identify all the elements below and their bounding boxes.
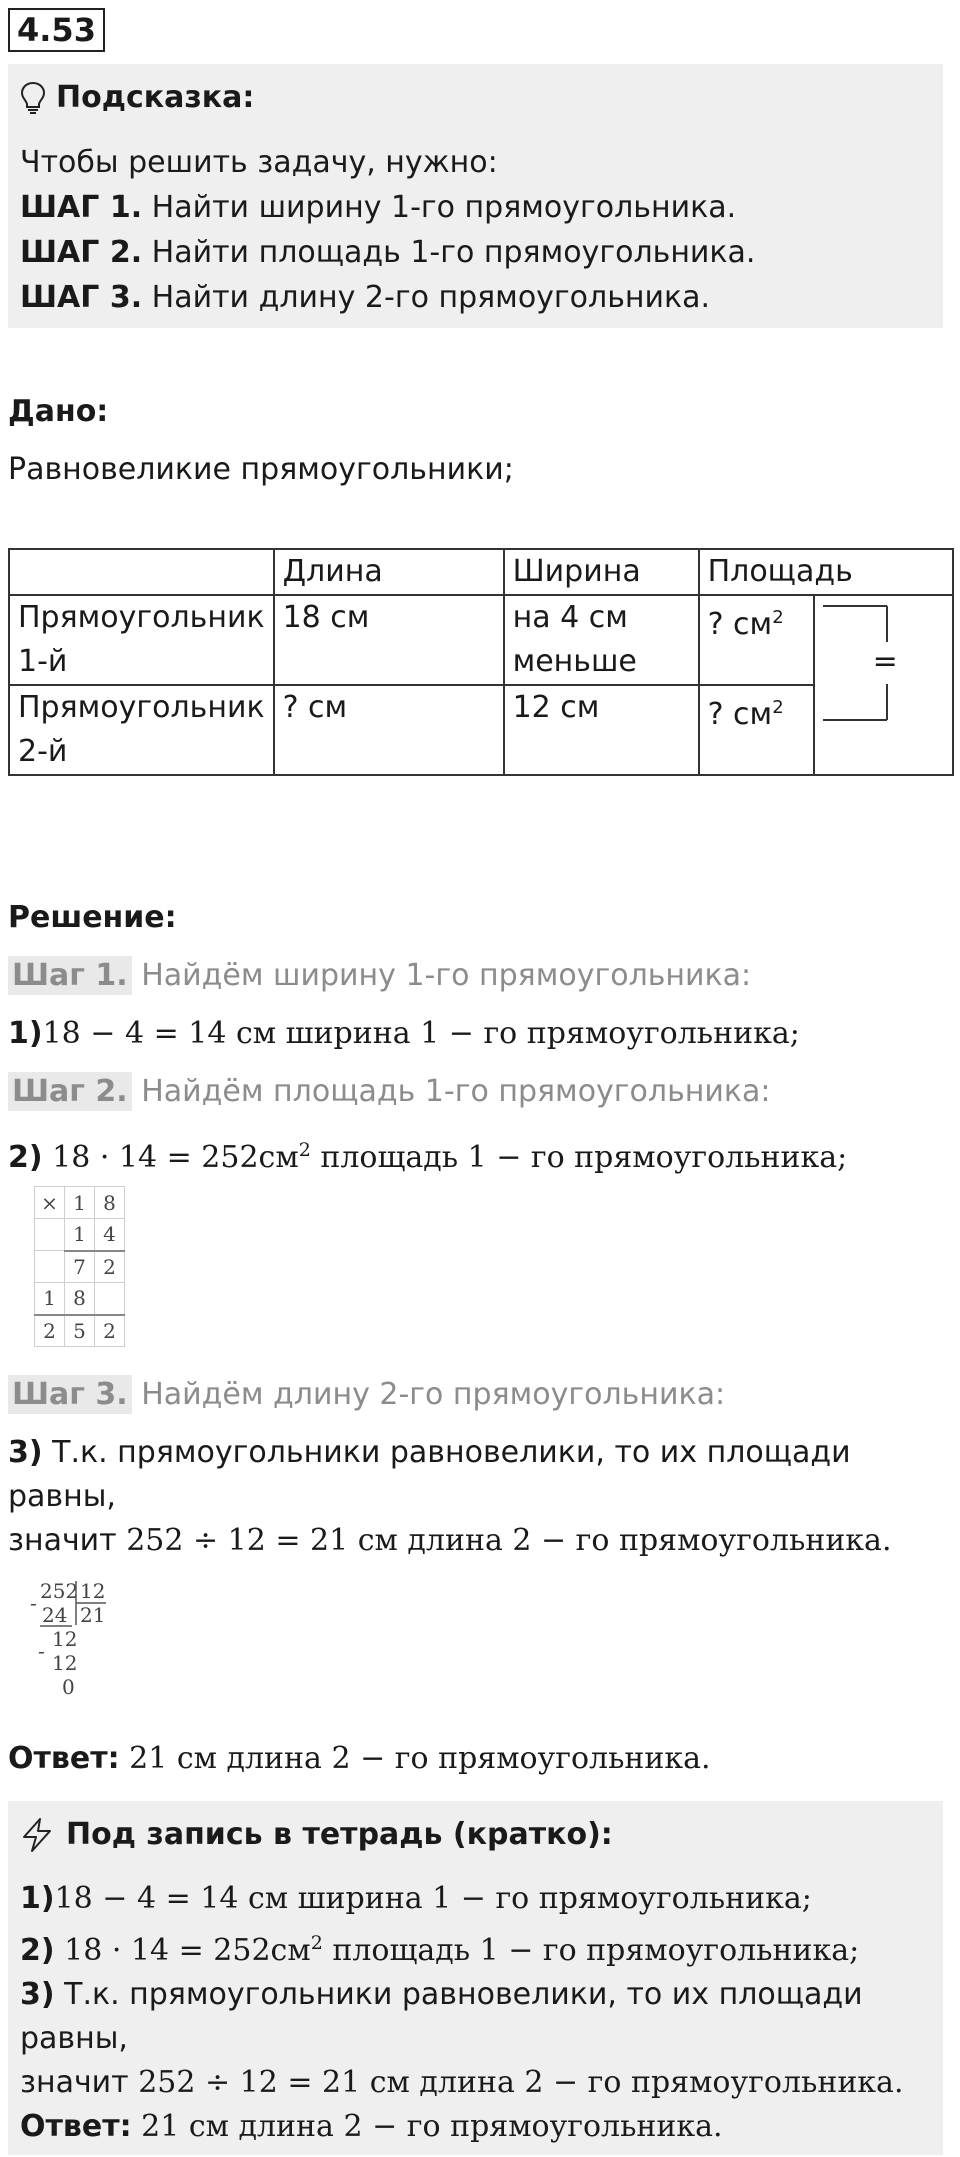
solution-line-2	[8, 1128, 952, 1180]
math-expression: 18 · 14 = 252см	[42, 1140, 299, 1175]
solution-title: Решение:	[8, 900, 177, 935]
hint-title: Подсказка:	[56, 80, 255, 115]
multiplication-column	[34, 1186, 125, 1347]
mult-cell	[95, 1283, 125, 1315]
mult-cell: 2	[95, 1315, 125, 1347]
notebook-title-row	[20, 1807, 931, 1863]
mult-cell	[35, 1251, 65, 1283]
step-tag: Шаг 1.	[8, 956, 132, 995]
mult-cell: 8	[65, 1283, 95, 1315]
table-row	[9, 595, 953, 685]
notebook-line-3	[20, 1973, 931, 2061]
mult-cell: 4	[95, 1219, 125, 1251]
lightbulb-icon	[20, 81, 46, 115]
step-heading-text: Найдём длину 2-го прямоугольника:	[131, 1377, 726, 1412]
notebook-panel	[8, 1801, 943, 2155]
table-header-cell: Ширина	[504, 549, 699, 595]
step-tag: Шаг 2.	[8, 1072, 132, 1111]
hint-step-3	[20, 275, 931, 320]
dividend: 252	[40, 1579, 79, 1603]
notebook-line-4	[20, 2061, 931, 2105]
table-cell: 12 см	[504, 685, 699, 775]
hint-title-row	[20, 68, 931, 128]
line-text: значит	[8, 1523, 127, 1558]
answer-text: 21 см длина 2 − го прямоугольника.	[131, 2109, 723, 2144]
area-text: ? см	[707, 607, 773, 642]
notebook-line-1	[20, 1877, 931, 1921]
mult-cell: 1	[65, 1219, 95, 1251]
math-sup: 2	[298, 1139, 311, 1161]
area-sup: 2	[772, 697, 784, 718]
line-number: 1)	[8, 1016, 43, 1051]
given-text: Равновеликие прямоугольники;	[8, 452, 514, 487]
minus-sign: -	[38, 1639, 45, 1663]
equal-brace-cell	[814, 595, 953, 775]
math-expression: 18 − 4 = 14 см ширина 1 − го прямоугольника;	[54, 1881, 812, 1916]
row-name-suffix: 2-й	[18, 734, 68, 769]
line-number: 2)	[20, 1933, 55, 1968]
given-table	[8, 548, 954, 776]
table-cell	[504, 595, 699, 685]
width-text: на 4 см	[512, 600, 628, 635]
mult-cell: 8	[95, 1187, 125, 1219]
mult-cell: 2	[95, 1251, 125, 1283]
notebook-answer	[20, 2105, 931, 2149]
solution-step-2-heading	[8, 1070, 952, 1114]
problem-number	[8, 8, 952, 54]
hint-intro: Чтобы решить задачу, нужно:	[20, 145, 498, 180]
given-title: Дано:	[8, 394, 109, 429]
line-number: 2)	[8, 1140, 43, 1175]
table-header-cell	[9, 549, 274, 595]
mult-cell: 1	[35, 1283, 65, 1315]
math-expression: 252 ÷ 12 = 21 см длина 2 − го прямоугольника.	[126, 1523, 892, 1558]
row-name-suffix: 1-й	[18, 644, 68, 679]
equal-sign: =	[872, 644, 898, 679]
table-cell	[699, 685, 814, 775]
row-name: Прямоугольник	[18, 600, 265, 635]
solution-step-3-heading	[8, 1373, 952, 1417]
table-cell: 18 см	[274, 595, 504, 685]
remainder: 0	[62, 1675, 75, 1699]
hint-step-label: ШАГ 2.	[20, 235, 143, 270]
hint-step-text: Найти длину 2-го прямоугольника.	[142, 280, 711, 315]
subtrahend: 12	[52, 1651, 78, 1675]
lightning-icon	[20, 1817, 54, 1853]
math-expression: 252 ÷ 12 = 21 см длина 2 − го прямоугольника.	[138, 2065, 904, 2100]
hint-panel	[8, 64, 943, 328]
table-header-row	[9, 549, 953, 595]
step-heading-text: Найдём ширину 1-го прямоугольника:	[131, 958, 752, 993]
notebook-line-2	[20, 1921, 931, 1973]
answer-label: Ответ:	[20, 2109, 132, 2144]
table-header-cell: Площадь	[699, 549, 953, 595]
math-expression-rest: площадь 1 − го прямоугольника;	[322, 1933, 860, 1968]
minus-sign: -	[30, 1591, 37, 1615]
mult-cell: ×	[35, 1187, 65, 1219]
solution-line-1	[8, 1012, 952, 1056]
table-cell	[9, 595, 274, 685]
table-header-cell: Длина	[274, 549, 504, 595]
width-text-2: меньше	[512, 644, 637, 679]
table-cell	[9, 685, 274, 775]
step-heading-text: Найдём площадь 1-го прямоугольника:	[131, 1074, 771, 1109]
hint-step-2	[20, 230, 931, 275]
notebook-title: Под запись в тетрадь (кратко):	[66, 1817, 613, 1852]
subtrahend: 24	[42, 1603, 68, 1627]
answer-line	[8, 1737, 952, 1781]
math-expression: 18 − 4 = 14 см ширина 1 − го прямоугольника;	[42, 1016, 800, 1051]
problem-number-box: 4.53	[8, 8, 105, 52]
mult-cell	[35, 1219, 65, 1251]
table-row	[9, 685, 953, 775]
remainder: 12	[52, 1627, 78, 1651]
answer-text: 21 см длина 2 − го прямоугольника.	[119, 1741, 711, 1776]
solution-line-3	[8, 1431, 952, 1519]
hint-step-label: ШАГ 1.	[20, 190, 143, 225]
step-tag: Шаг 3.	[8, 1375, 132, 1414]
solution-line-3b	[8, 1519, 952, 1563]
answer-label: Ответ:	[8, 1741, 120, 1776]
table-cell	[699, 595, 814, 685]
division-column	[28, 1579, 952, 1729]
line-text: Т.к. прямоугольники равновелики, то их площади равны,	[20, 1977, 863, 2056]
solution-step-1-heading	[8, 954, 952, 998]
math-expression: 18 · 14 = 252см	[54, 1933, 311, 1968]
area-sup: 2	[772, 607, 784, 628]
mult-cell: 7	[65, 1251, 95, 1283]
table-cell: ? см	[274, 685, 504, 775]
line-number: 3)	[8, 1435, 43, 1470]
divisor: 12	[80, 1579, 106, 1603]
math-sup: 2	[310, 1932, 323, 1954]
hint-step-text: Найти площадь 1-го прямоугольника.	[142, 235, 756, 270]
line-number: 1)	[20, 1881, 55, 1916]
hint-step-1	[20, 185, 931, 230]
hint-step-label: ШАГ 3.	[20, 280, 143, 315]
area-text: ? см	[707, 697, 773, 732]
line-text: значит	[20, 2065, 139, 2100]
hint-step-text: Найти ширину 1-го прямоугольника.	[142, 190, 737, 225]
mult-cell: 5	[65, 1315, 95, 1347]
line-text: Т.к. прямоугольники равновелики, то их площади равны,	[8, 1435, 851, 1514]
mult-cell: 1	[65, 1187, 95, 1219]
quotient: 21	[80, 1603, 106, 1627]
line-number: 3)	[20, 1977, 55, 2012]
mult-cell: 2	[35, 1315, 65, 1347]
row-name: Прямоугольник	[18, 690, 265, 725]
math-expression-rest: площадь 1 − го прямоугольника;	[310, 1140, 848, 1175]
